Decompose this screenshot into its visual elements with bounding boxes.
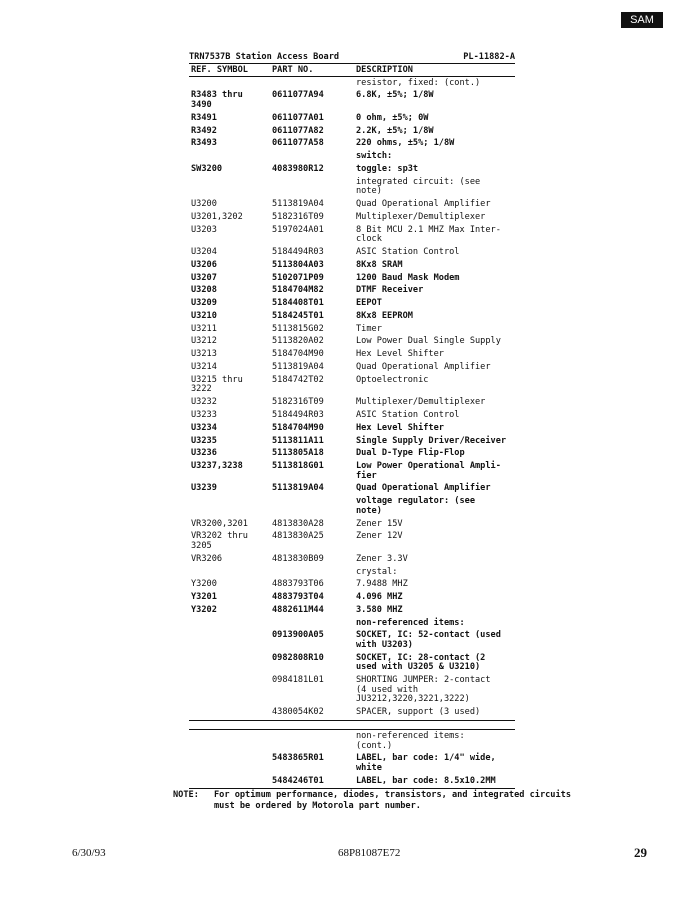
footer-date: 6/30/93 [72,847,106,859]
table-row [189,496,515,518]
parts-list-title [189,51,515,63]
table-row [189,460,515,482]
description-cell: Multiplexer/Demultiplexer [356,211,486,222]
ref-symbol-cell [189,676,272,705]
ref-symbol-cell [189,732,272,751]
table-row [189,604,515,617]
table-row [189,518,515,531]
header-ref-symbol: REF. SYMBOL [191,65,248,75]
part-no-cell: 5182316T09 [272,211,324,222]
table-row [189,163,515,176]
part-no-cell [272,497,354,516]
part-no-cell: 0984181L01 [272,675,324,686]
ref-symbol-cell: U3200 [191,199,217,210]
table-row [189,298,515,311]
table-row [189,246,515,259]
part-no-cell: 4083980R12 [272,163,324,174]
ref-symbol-cell [189,777,272,787]
description-cell: 6.8K, ±5%; 1/8W [356,90,434,101]
ref-symbol-cell: U3232 [191,397,217,408]
part-no-cell: 5184245T01 [272,310,324,321]
ref-symbol-cell: U3207 [191,272,217,283]
ref-symbol-cell: Y3201 [191,592,217,603]
part-no-cell [272,619,354,629]
table-row [189,397,515,410]
part-no-cell: 5113805A18 [272,448,324,459]
description-cell: toggle: sp3t [356,163,419,174]
table-row [189,435,515,448]
header-description: DESCRIPTION [356,65,413,75]
description-cell: voltage regulator: (see note) [356,496,475,516]
part-no-cell [272,732,354,751]
description-cell: 0 ohm, ±5%; 0W [356,112,429,123]
part-no-cell: 5184494R03 [272,246,324,257]
parts-list [189,51,515,789]
description-cell: Hex Level Shifter [356,349,444,360]
ref-symbol-cell [189,79,272,89]
part-no-cell: 5113819A04 [272,362,324,372]
ref-symbol-cell: U3206 [191,259,217,270]
ref-symbol-cell: U3235 [191,435,217,446]
ref-symbol-cell: SW3200 [191,163,223,174]
ref-symbol-cell: Y3200 [191,579,217,590]
header-part-no: PART NO. [272,65,314,75]
part-no-cell: 5113818G01 [272,461,324,472]
part-no-cell: 5113811A11 [272,435,324,446]
description-cell: ASIC Station Control [356,246,460,257]
ref-symbol-cell: U3208 [191,285,217,296]
table-row [189,630,515,652]
ref-symbol-cell: VR3206 [191,553,223,564]
parts-list-number: PL-11882-A [463,52,515,62]
ref-symbol-cell: Y3202 [191,604,217,615]
part-no-cell: 0611077A01 [272,112,324,123]
table-row [189,707,515,720]
part-no-cell: 5184704M90 [272,422,324,433]
description-cell: Low Power Operational Ampli- fier [356,461,501,481]
description-cell: integrated circuit: (see note) [356,176,481,197]
ref-symbol-cell: U3203 [191,224,217,235]
table-row [189,553,515,566]
description-cell: Zener 3.3V [356,553,408,564]
part-no-cell: 0611077A58 [272,138,324,149]
part-no-cell [272,178,354,197]
column-header [189,64,515,77]
table-row [189,198,515,211]
ref-symbol-cell: U3201,3202 [191,211,243,222]
part-no-cell: 5484246T01 [272,775,324,786]
part-no-cell: 4883793T04 [272,592,324,603]
part-no-cell: 4813830A25 [272,531,324,542]
part-no-cell: 4813830A28 [272,518,324,529]
part-no-cell: 5113819A04 [272,483,324,494]
table-row [189,652,515,674]
sam-badge: SAM [621,12,663,28]
table-row [189,90,515,112]
table-row [189,483,515,496]
footer-doc-number: 68P81087E72 [338,847,401,859]
ref-symbol-cell [189,152,272,162]
ref-symbol-cell [189,568,272,578]
description-cell: 7.9488 MHZ [356,579,408,590]
table-row [189,617,515,630]
part-no-cell: 0611077A82 [272,125,324,136]
table-row [189,775,515,788]
table-row [189,336,515,349]
table-row [189,374,515,396]
part-no-cell: 5184494R03 [272,409,324,420]
ref-symbol-cell: VR3200,3201 [191,518,248,529]
part-no-cell [272,568,354,578]
ref-symbol-cell: R3492 [191,125,217,136]
description-cell: 2.2K, ±5%; 1/8W [356,125,434,136]
part-no-cell: 0611077A94 [272,90,324,101]
table-row [189,112,515,125]
table-row [189,730,515,752]
description-cell: Quad Operational Amplifier [356,483,491,494]
part-no-cell: 5113820A02 [272,336,324,347]
part-no-cell: 5197024A01 [272,224,324,235]
part-no-cell [272,152,354,162]
part-no-cell: 0913900A05 [272,630,324,641]
ref-symbol-cell: R3491 [191,112,217,123]
description-cell: Timer [356,323,382,334]
table-row [189,285,515,298]
continuation-table [189,729,515,789]
description-cell: crystal: [356,566,398,577]
ref-symbol-cell: U3204 [191,246,217,257]
ref-symbol-cell: U3233 [191,409,217,420]
table-row [189,349,515,362]
board-title: TRN7537B Station Access Board [189,52,340,62]
note [173,790,573,812]
ref-symbol-cell: U3234 [191,422,217,433]
ref-symbol-cell: U3214 [191,362,217,372]
table-row [189,361,515,374]
part-no-cell: 5113819A04 [272,199,324,210]
ref-symbol-cell: U3211 [191,323,217,334]
description-cell: Low Power Dual Single Supply [356,336,501,347]
description-cell: Zener 15V [356,518,403,529]
part-no-cell: 4380054K02 [272,707,324,718]
description-cell: 8Kx8 SRAM [356,259,403,270]
table-row [189,224,515,246]
ref-symbol-cell: U3209 [191,298,217,309]
ref-symbol-cell [189,631,272,650]
description-cell: SPACER, support (3 used) [356,707,481,718]
ref-symbol-cell: U3236 [191,448,217,459]
table-row [189,310,515,323]
description-cell: Optoelectronic [356,374,429,385]
part-no-cell: 5184742T02 [272,374,324,385]
description-cell: switch: [356,151,393,162]
ref-symbol-cell: U3210 [191,310,217,321]
ref-symbol-cell [189,754,272,773]
ref-symbol-cell: VR3202 thru 3205 [191,531,248,551]
description-cell: EEPOT [356,298,382,309]
part-no-cell: 4883793T06 [272,579,324,590]
table-row [189,125,515,138]
ref-symbol-cell [189,178,272,197]
table-row [189,323,515,336]
description-cell: Dual D-Type Flip-Flop [356,448,465,459]
table-row [189,675,515,707]
part-no-cell: 4813830B09 [272,553,324,564]
note-text: For optimum performance, diodes, transistors, and integrated circuits must be ordered by Motorola part number. [214,790,571,811]
description-cell: LABEL, bar code: 1/4" wide, white [356,753,496,773]
table-row [189,531,515,553]
part-no-cell: 5184408T01 [272,298,324,309]
description-cell: 220 ohms, ±5%; 1/8W [356,138,455,149]
table-row [189,77,515,90]
table-row [189,151,515,164]
ref-symbol-cell: R3483 thru 3490 [191,90,243,110]
description-cell: SOCKET, IC: 28-contact (2 used with U3205 & U3210) [356,652,486,673]
description-cell: non-referenced items: (cont.) [356,730,465,751]
part-no-cell: 5483865R01 [272,753,324,764]
description-cell: 3.580 MHZ [356,604,403,615]
description-cell: SOCKET, IC: 52-contact (used with U3203) [356,630,501,651]
note-label: NOTE: [173,790,199,800]
table-row [189,176,515,198]
table-row [189,272,515,285]
ref-symbol-cell: U3215 thru 3222 [191,374,243,395]
continuation-rows [189,730,515,788]
ref-symbol-cell: U3237,3238 [191,461,243,472]
description-cell: 4.096 MHZ [356,592,403,603]
description-cell: 1200 Baud Mask Modem [356,272,460,283]
table-row [189,753,515,775]
ref-symbol-cell [189,708,272,718]
footer-page-number: 29 [634,845,647,860]
part-no-cell: 0982808R10 [272,652,324,663]
table-row [189,566,515,579]
part-no-cell: 5102071P09 [272,272,324,283]
ref-symbol-cell: U3213 [191,349,217,360]
ref-symbol-cell [189,654,272,673]
ref-symbol-cell: U3212 [191,336,217,347]
table-row [189,592,515,605]
description-cell: 8 Bit MCU 2.1 MHZ Max Inter- clock [356,224,501,245]
part-no-cell: 4882611M44 [272,604,324,615]
description-cell: LABEL, bar code: 8.5x10.2MM [356,775,496,786]
ref-symbol-cell: U3239 [191,483,217,494]
table-row [189,409,515,422]
part-no-cell: 5113804A03 [272,259,324,270]
table-row [189,448,515,461]
part-no-cell: 5184704M82 [272,285,324,296]
part-no-cell: 5184704M90 [272,349,324,360]
table-row [189,259,515,272]
description-cell: ASIC Station Control [356,409,460,420]
part-no-cell: 5113815G02 [272,323,324,334]
description-cell: Zener 12V [356,531,403,542]
description-cell: Quad Operational Amplifier [356,362,491,372]
ref-symbol-cell [189,497,272,516]
ref-symbol-cell [189,619,272,629]
description-cell: Quad Operational Amplifier [356,199,491,210]
description-cell: Hex Level Shifter [356,422,444,433]
part-no-cell: 5182316T09 [272,397,324,408]
ref-symbol-cell: R3493 [191,138,217,149]
table-row [189,422,515,435]
parts-rows [189,77,515,719]
table-row [189,579,515,592]
description-cell: DTMF Receiver [356,285,424,296]
description-cell: non-referenced items: [356,617,465,628]
description-cell: 8Kx8 EEPROM [356,310,413,321]
description-cell: resistor, fixed: (cont.) [356,77,481,88]
description-cell: Single Supply Driver/Receiver [356,435,507,446]
description-cell: Multiplexer/Demultiplexer [356,397,486,408]
table-row [189,138,515,151]
description-cell: SHORTING JUMPER: 2-contact (4 used with JU3212,3220,3221,3222) [356,675,491,705]
table-row [189,211,515,224]
part-no-cell [272,79,354,89]
